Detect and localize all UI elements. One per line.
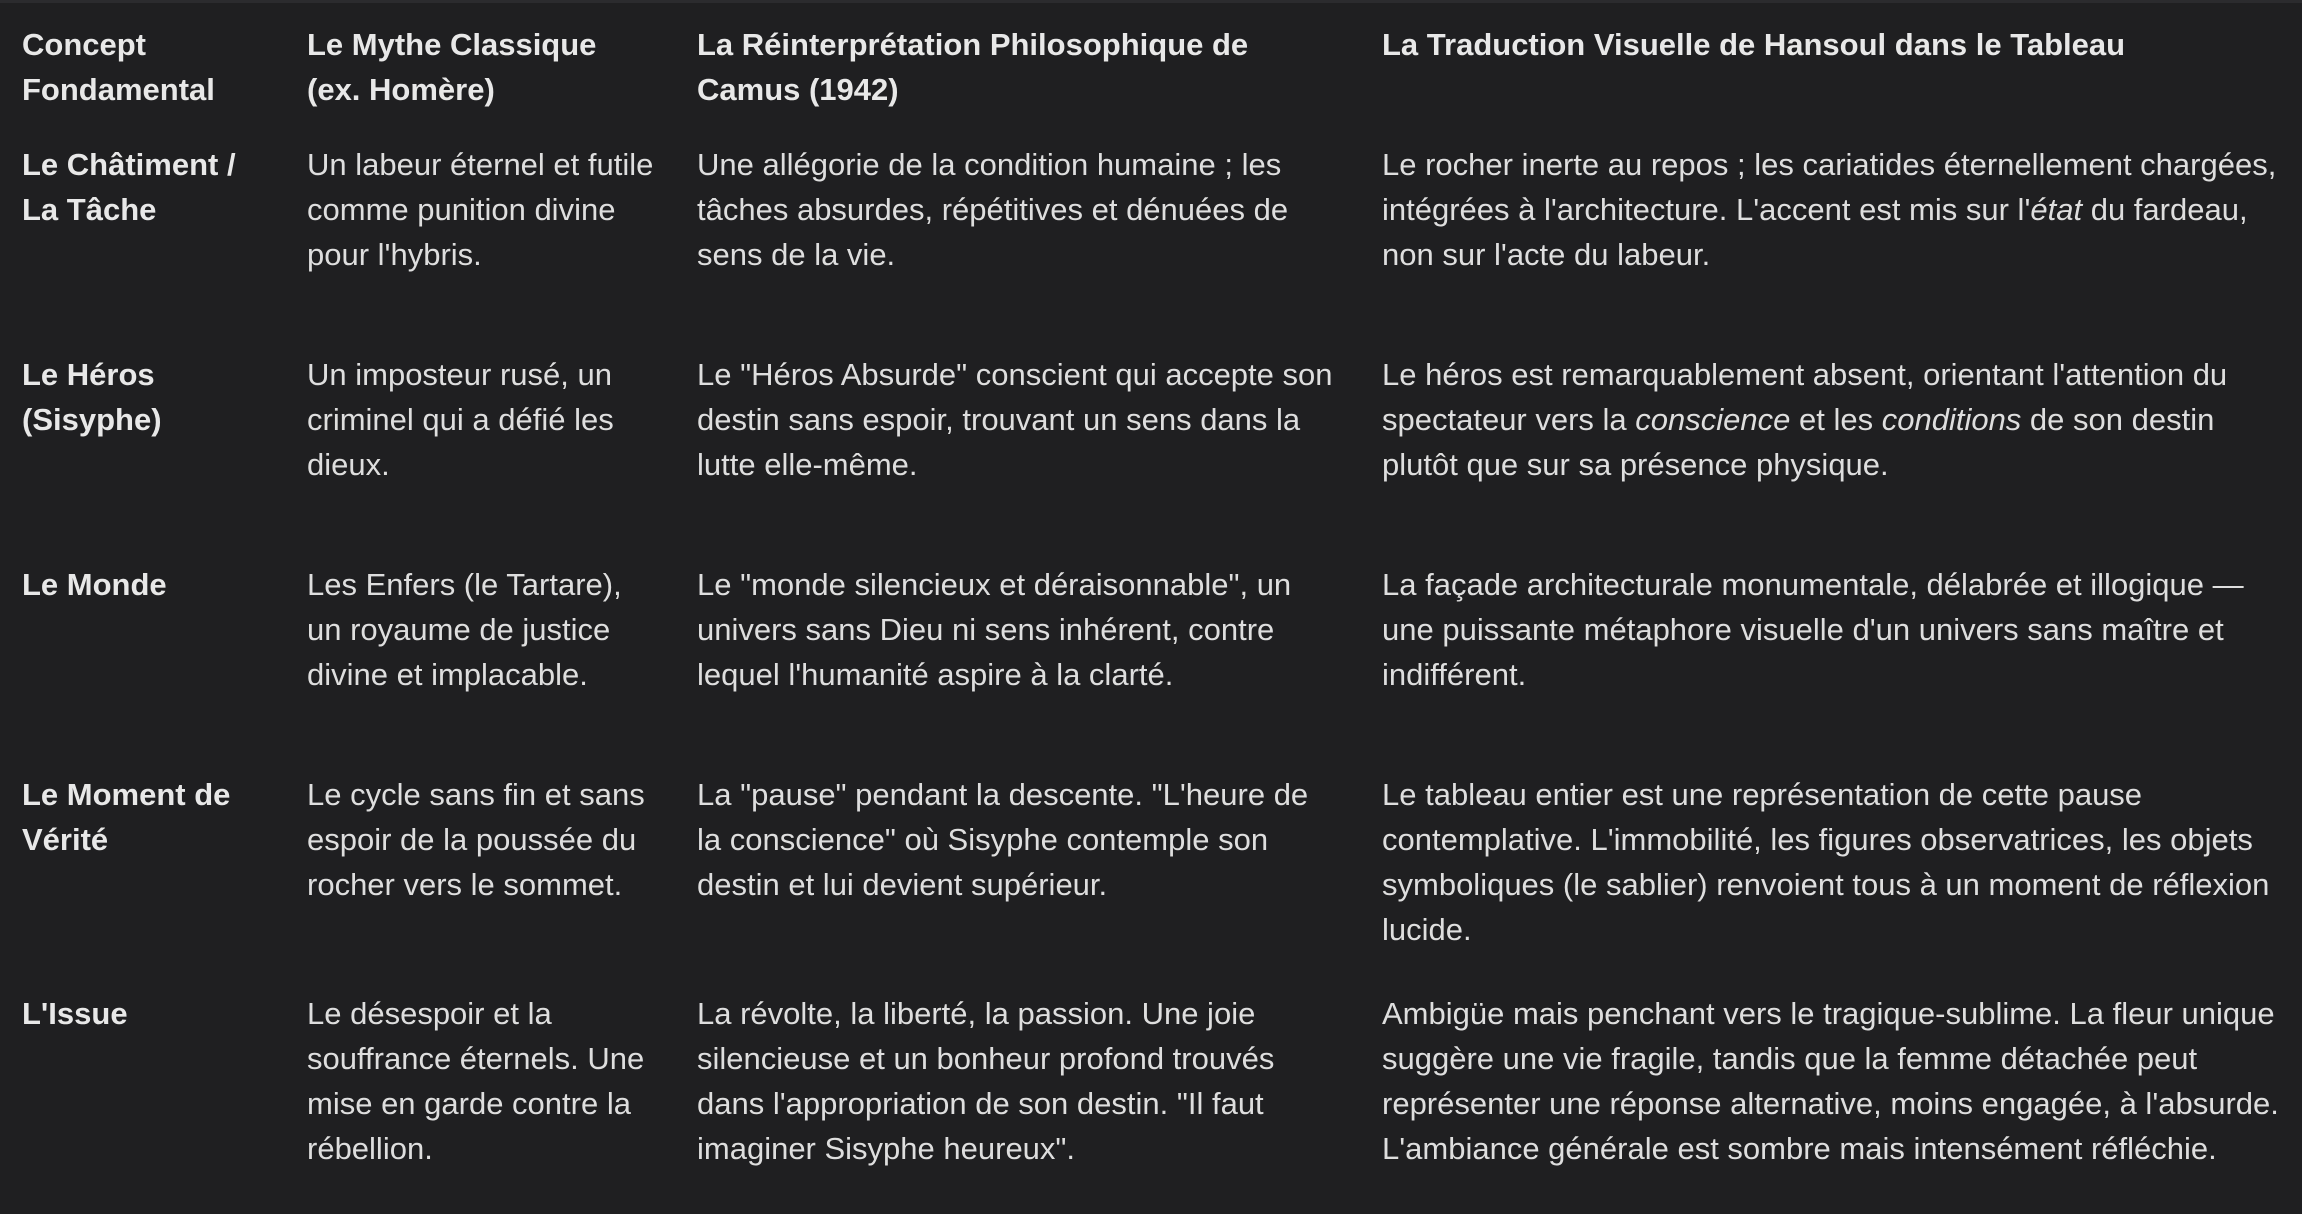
table-row — [0, 558, 2302, 768]
header-row — [0, 18, 2302, 138]
table-row — [0, 348, 2302, 558]
cell-camus: La révolte, la liberté, la passion. Une joie silencieuse et un bonheur profond trouvés dans l'appropriation de son destin. "Il faut imaginer Sisyphe heureux". — [697, 996, 1275, 1166]
cell-concept: Le Héros (Sisyphe) — [22, 357, 162, 437]
cell-camus: Une allégorie de la condition humaine ; les tâches absurdes, répétitives et dénuées de sens de la vie. — [697, 147, 1289, 272]
cell-concept: Le Moment de Vérité — [22, 777, 231, 857]
header-mythe: Le Mythe Classique (ex. Homère) — [307, 27, 597, 107]
cell-camus: La "pause" pendant la descente. "L'heure de la conscience" où Sisyphe contemple son destin et lui devient supérieur. — [697, 777, 1309, 902]
cell-text: Le héros est remarquablement absent, orientant l'attention du spectateur vers la — [1382, 357, 2228, 437]
cell-camus: Le "Héros Absurde" conscient qui accepte son destin sans espoir, trouvant un sens dans la lutte elle-même. — [697, 357, 1333, 482]
cell-text: et les — [1790, 402, 1882, 437]
header-camus: La Réinterprétation Philosophique de Camus (1942) — [697, 27, 1249, 107]
cell-mythe: Le cycle sans fin et sans espoir de la poussée du rocher vers le sommet. — [307, 777, 645, 902]
cell-text: de son destin plutôt que sur sa présence physique. — [1382, 402, 2215, 482]
top-divider — [0, 0, 2302, 3]
header-concept: Concept Fondamental — [22, 27, 215, 107]
cell-concept: Le Monde — [22, 567, 167, 602]
cell-concept: Le Châtiment / La Tâche — [22, 147, 236, 227]
cell-text: du fardeau, non sur l'acte du labeur. — [1382, 192, 2248, 272]
comparison-table — [0, 18, 2302, 1191]
cell-hansoul: Ambigüe mais penchant vers le tragique-sublime. La fleur unique suggère une vie fragile, tandis que la femme détachée peut représenter une réponse alternative, moins engagée, à l'absurde. L'ambiance générale est sombre mais intensément réfléchie. — [1382, 996, 2279, 1166]
cell-mythe: Les Enfers (le Tartare), un royaume de justice divine et implacable. — [307, 567, 622, 692]
cell-hansoul: La façade architecturale monumentale, délabrée et illogique — une puissante métaphore visuelle d'un univers sans maître et indifférent. — [1382, 567, 2244, 692]
table-row — [0, 138, 2302, 348]
cell-text: Le rocher inerte au repos ; les cariatides éternellement chargées, intégrées à l'architecture. L'accent est mis sur l' — [1382, 147, 2277, 227]
cell-emphasis: conditions — [1881, 402, 2022, 437]
table-row — [0, 987, 2302, 1191]
cell-mythe: Le désespoir et la souffrance éternels. Une mise en garde contre la rébellion. — [307, 996, 645, 1166]
cell-emphasis: état — [2030, 192, 2083, 227]
cell-mythe: Un imposteur rusé, un criminel qui a défié les dieux. — [307, 357, 614, 482]
cell-emphasis: conscience — [1635, 402, 1791, 437]
cell-camus: Le "monde silencieux et déraisonnable", un univers sans Dieu ni sens inhérent, contre lequel l'humanité aspire à la clarté. — [697, 567, 1292, 692]
cell-concept: L'Issue — [22, 996, 128, 1031]
cell-mythe: Un labeur éternel et futile comme punition divine pour l'hybris. — [307, 147, 654, 272]
cell-hansoul: Le tableau entier est une représentation de cette pause contemplative. L'immobilité, les figures observatrices, les objets symboliques (le sablier) renvoient tous à un moment de réflexion lucide. — [1382, 777, 2270, 947]
cell-hansoul — [1360, 138, 2302, 348]
table-row — [0, 768, 2302, 987]
header-hansoul: La Traduction Visuelle de Hansoul dans le Tableau — [1382, 27, 2126, 62]
cell-hansoul — [1360, 348, 2302, 558]
